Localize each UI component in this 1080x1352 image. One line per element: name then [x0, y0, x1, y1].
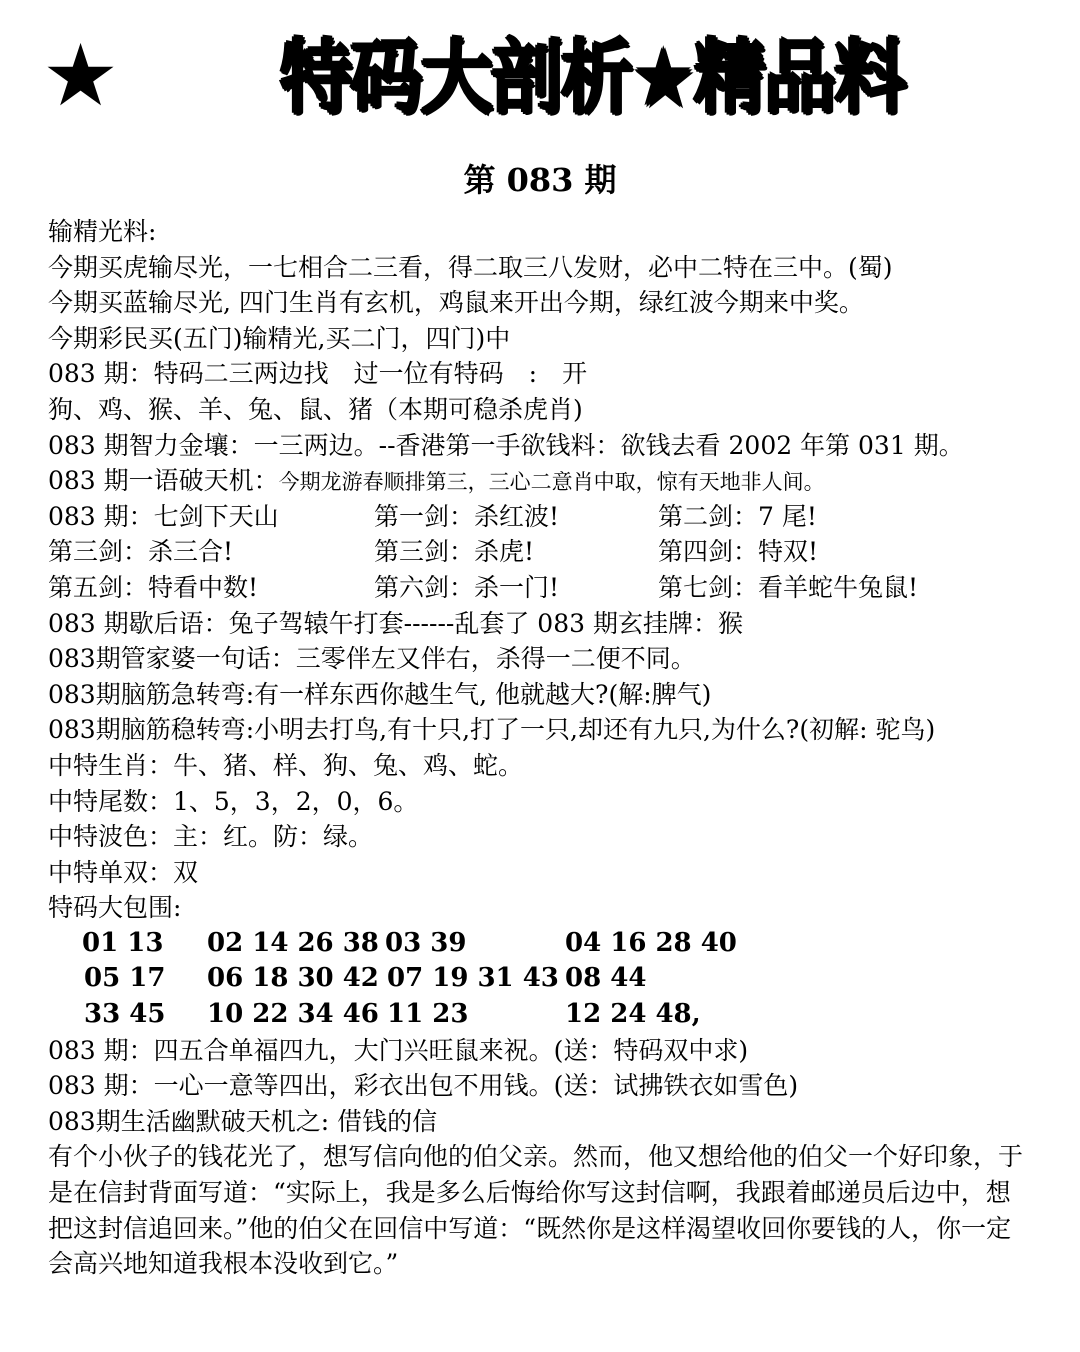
number-group: 33 45 — [84, 999, 166, 1030]
sword-row — [48, 570, 1058, 606]
number-group: 05 17 — [84, 963, 166, 994]
sword-item: 第五剑：特看中数! — [48, 572, 259, 602]
story-paragraph: 有个小伙子的钱花光了，想写信向他的伯父亲。然而，他又想给他的伯父一个好印象，于是在信封背面写道：“实际上，我是多么后悔给你写这封信啊，我跟着邮递员后边中，想把这封信追回来。”他的伯父在回信中写道：“既然你是这样渴望收回你要钱的人，你一定会高兴地知道我根本没收到它。” — [48, 1142, 1024, 1279]
text-line: 083 期：一心一意等四出，彩衣出包不用钱。(送：试拂铁衣如雪色) — [48, 1071, 799, 1101]
text-line: 083 期智力金壤：一三两边。--香港第一手欲钱料：欲钱去看 2002 年第 031 期。 — [48, 430, 964, 460]
number-group: 01 13 — [82, 927, 164, 958]
text-line: 今期彩民买(五门)输精光,买二门，四门)中 — [48, 323, 511, 353]
text-line: 今期买虎输尽光，一七相合二三看，得二取三八发财，必中二特在三中。(蜀) — [48, 252, 893, 282]
text-line: 083 期：四五合单福四九，大门兴旺鼠来祝。(送：特码双中求) — [48, 1035, 749, 1065]
number-group: 04 16 28 40 — [565, 927, 737, 958]
text-line: 中特尾数：1、5，3，2，0，6。 — [48, 786, 419, 816]
text-line: 中特波色：主：红。防：绿。 — [48, 822, 374, 852]
section-heading: 特码大包围: — [48, 893, 182, 923]
number-row — [48, 997, 1058, 1033]
number-row — [48, 961, 1058, 997]
page-header — [0, 0, 1080, 150]
number-group: 06 18 30 42 — [207, 963, 379, 994]
text-line: 中特单双：双 — [48, 857, 199, 887]
text-line-label: 083 期一语破天机： — [48, 466, 279, 496]
text-line-value: 今期龙游春顺排第三，三心二意肖中取，惊有天地非人间。 — [278, 470, 825, 495]
sword-item: 083 期：七剑下天山 — [48, 501, 279, 531]
text-line: 083 期歇后语：兔子驾辕午打套------乱套了 083 期玄挂牌：猴 — [48, 608, 743, 638]
sword-item: 第四剑：特双! — [658, 537, 819, 567]
number-group: 12 24 48, — [565, 999, 701, 1030]
sword-row — [48, 499, 1058, 535]
text-line: 今期买蓝输尽光, 四门生肖有玄机，鸡鼠来开出今期，绿红波今期来中奖。 — [48, 288, 864, 318]
number-group: 08 44 — [565, 963, 647, 994]
sword-item: 第七剑：看羊蛇牛兔鼠! — [658, 572, 919, 602]
issue-number: 第 083 期 — [463, 161, 617, 199]
text-line: 083期管家婆一句话：三零伴左又伴右，杀得一二便不同。 — [48, 644, 696, 674]
number-group: 02 14 26 38 — [207, 927, 379, 958]
number-group: 03 39 — [385, 927, 467, 958]
sword-item: 第二剑：7 尾! — [658, 501, 817, 531]
sword-item: 第三剑：杀虎! — [374, 537, 535, 567]
text-line: 083期脑筋稳转弯:小明去打鸟,有十只,打了一只,却还有九只,为什么?(初解: 驼鸟) — [48, 715, 936, 745]
sword-item: 第六剑：杀一门! — [374, 572, 560, 602]
number-group: 10 22 34 46 — [207, 999, 379, 1030]
text-line: 中特生肖：牛、猪、样、狗、兔、鸡、蛇。 — [48, 750, 524, 780]
text-line — [48, 463, 1058, 499]
sword-row — [48, 534, 1058, 570]
text-line: 083 期：特码二三两边找 过一位有特码 : 开 — [48, 359, 588, 389]
sword-item: 第一剑：杀红波! — [374, 501, 560, 531]
text-line: 083期脑筋急转弯:有一样东西你越生气, 他就越大?(解:脾气) — [48, 679, 712, 709]
number-group: 07 19 31 43 — [387, 963, 559, 994]
section-heading: 输精光料: — [48, 217, 157, 246]
number-group: 11 23 — [387, 999, 469, 1030]
star-icon: ★ — [42, 26, 120, 126]
main-title: 特码大剖析★精品料 — [280, 31, 905, 124]
number-row — [48, 926, 1058, 962]
section-heading: 083期生活幽默破天机之: 借钱的信 — [48, 1106, 438, 1136]
article-body — [48, 214, 1058, 1282]
sword-item: 第三剑：杀三合! — [48, 537, 234, 567]
text-line: 狗、鸡、猴、羊、兔、鼠、猪（本期可稳杀虎肖) — [48, 394, 583, 424]
